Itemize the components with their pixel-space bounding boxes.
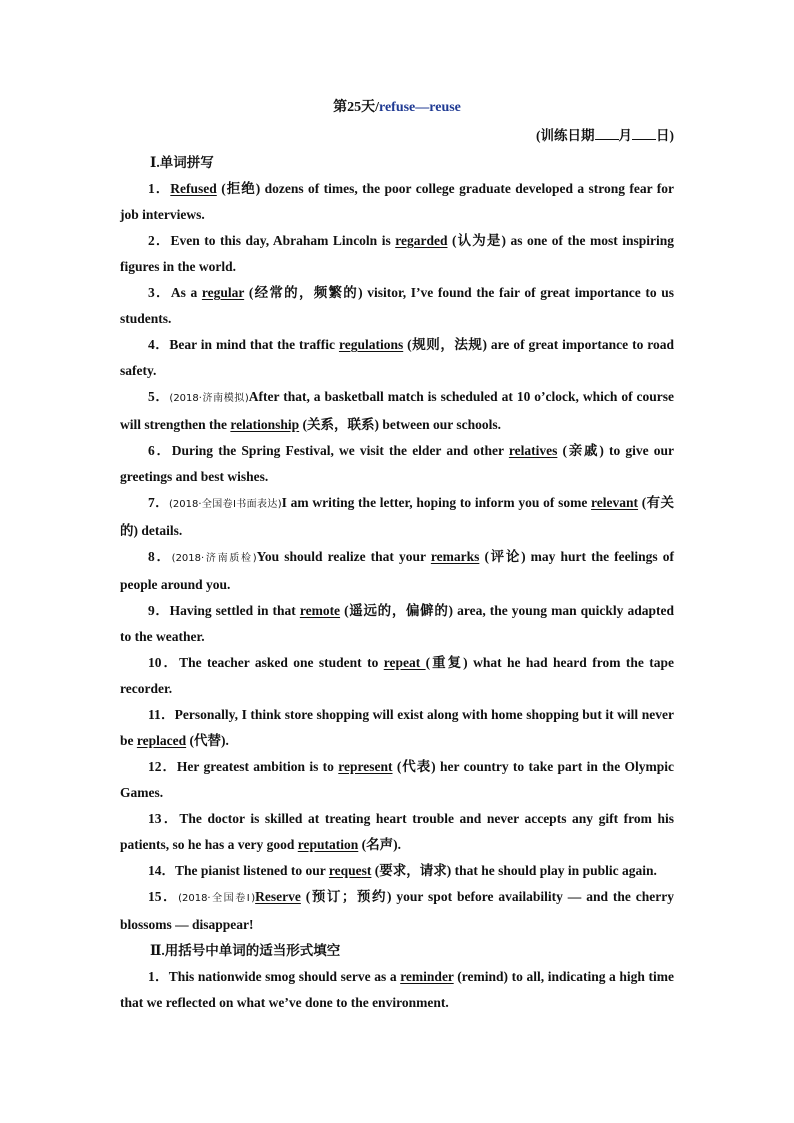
item-answer: Reserve: [255, 889, 301, 904]
item-text-after: (评论) may hurt the feelings of people around you.: [120, 549, 674, 592]
item-text-before: Personally, I think store shopping will exist along with home shopping but it will never be: [120, 707, 674, 748]
item-text-before: Bear in mind that the traffic: [169, 337, 339, 352]
item-answer: regarded: [395, 233, 448, 248]
item-number: 5．: [148, 389, 170, 404]
exercise-item: [120, 332, 674, 384]
exercise-content: [120, 150, 674, 1016]
date-month-label: 月: [618, 128, 632, 143]
item-text-before: The doctor is skilled at treating heart trouble and never accepts any gift from his patients, so he has a very good: [120, 811, 675, 852]
item-number: 10．: [148, 655, 180, 670]
exercise-item: [120, 228, 674, 280]
exercise-item: [120, 702, 674, 754]
item-text-before: The teacher asked one student to: [179, 655, 384, 670]
item-answer: remote: [299, 603, 341, 618]
date-day-label: 日): [656, 128, 674, 143]
exercise-item: [120, 598, 674, 650]
exercise-item: [120, 884, 674, 938]
item-answer: relatives: [508, 443, 558, 458]
item-text-before: You should realize that your: [256, 549, 431, 564]
item-text-before: This nationwide smog should serve as a: [168, 969, 401, 984]
exercise-item: [120, 858, 674, 884]
item-text-after: (遥远的，偏僻的) area, the young man quickly adapted to the weather.: [120, 603, 674, 644]
item-answer: relationship: [230, 417, 300, 432]
item-number: 4．: [148, 337, 170, 352]
exercise-item: [120, 490, 674, 544]
exercise-item: [120, 806, 674, 858]
item-number: 11．: [148, 707, 175, 722]
item-text-before: During the Spring Festival, we visit the elder and other: [171, 443, 509, 458]
month-blank[interactable]: [595, 127, 619, 140]
item-number: 8．: [148, 549, 172, 564]
item-text-after: (拒绝) dozens of times, the poor college graduate developed a strong fear for job interviews.: [120, 181, 675, 222]
item-answer: regulations: [338, 337, 404, 352]
item-text-after: (有关的) details.: [120, 495, 674, 538]
item-text-before: The pianist listened to our: [175, 863, 329, 878]
item-answer: repeat: [383, 655, 426, 670]
exercise-item: [120, 384, 674, 438]
item-text-before: Having settled in that: [169, 603, 300, 618]
item-text-before: I am writing the letter, hoping to inform you of some: [281, 495, 592, 510]
item-text-after: (remind) to all, indicating a high time that we reflected on what we’ve done to the environment.: [120, 969, 675, 1010]
item-answer: regular: [201, 285, 245, 300]
item-text-after: (重复) what he had heard from the tape recorder.: [120, 655, 674, 696]
exercise-item: [120, 544, 674, 598]
item-text-after: (代替).: [186, 733, 229, 748]
date-prefix: (训练日期: [536, 128, 595, 143]
item-number: 7．: [148, 495, 169, 510]
item-text-after: (代表) her country to take part in the Olympic Games.: [120, 759, 675, 800]
item-text-after: (规则，法规) are of great importance to road safety.: [120, 337, 675, 378]
item-number: 2．: [148, 233, 171, 248]
item-number: 15．: [148, 889, 179, 904]
item-number: 1．: [148, 181, 171, 196]
page-title: [0, 96, 794, 116]
item-number: 14．: [148, 863, 175, 878]
section-2-heading: Ⅱ.用括号中单词的适当形式填空: [150, 943, 341, 958]
exercise-item: [120, 280, 674, 332]
exercise-item: [120, 650, 674, 702]
item-answer: represent: [338, 759, 393, 774]
item-source: (2018·全国卷Ⅰ): [178, 893, 256, 904]
item-answer: reputation: [297, 837, 359, 852]
item-source: (2018·济南模拟): [169, 393, 249, 404]
item-source: (2018·全国卷Ⅰ书面表达): [168, 499, 282, 510]
exercise-item: [120, 176, 674, 228]
training-date-line: [536, 124, 674, 144]
item-number: 6．: [148, 443, 172, 458]
item-answer: request: [328, 863, 372, 878]
item-text-after: (预订；预约) your spot before availability — and the cherry blossoms — disappear!: [120, 889, 674, 932]
section-1-heading: Ⅰ.单词拼写: [150, 155, 214, 170]
title-topic: refuse—reuse: [378, 100, 461, 115]
item-answer: replaced: [136, 733, 187, 748]
item-text-after: (亲戚) to give our greetings and best wishes.: [120, 443, 675, 484]
item-answer: relevant: [591, 495, 639, 510]
item-text-after: (认为是) as one of the most inspiring figures in the world.: [120, 233, 674, 274]
item-text-before: As a: [170, 285, 202, 300]
item-text-after: (名声).: [358, 837, 402, 852]
exercise-item: [120, 964, 674, 1016]
item-answer: Refused: [170, 181, 217, 196]
day-blank[interactable]: [632, 127, 656, 140]
exercise-item: [120, 754, 674, 806]
item-text-before: Her greatest ambition is to: [176, 759, 339, 774]
item-number: 13．: [148, 811, 180, 826]
item-answer: remarks: [430, 549, 480, 564]
item-number: 9．: [148, 603, 170, 618]
item-text-after: (要求，请求) that he should play in public again.: [371, 863, 657, 878]
item-number: 3．: [148, 285, 171, 300]
item-text-after: (经常的，频繁的) visitor, I’ve found the fair of great importance to us students.: [120, 285, 675, 326]
item-answer: reminder: [400, 969, 454, 984]
item-text-before: Even to this day, Abraham Lincoln is: [170, 233, 396, 248]
exercise-item: [120, 438, 674, 490]
item-number: 12．: [148, 759, 177, 774]
section-2-items: [120, 964, 674, 1016]
title-prefix: 第25天/: [333, 100, 379, 115]
item-number: 1．: [148, 969, 169, 984]
item-source: (2018·济南质检): [171, 553, 257, 564]
item-text-after: (关系，联系) between our schools.: [299, 417, 502, 432]
section-1-items: [120, 176, 674, 938]
item-text-before: After that, a basketball match is scheduled at 10 o’clock, which of course will strengthen the: [120, 389, 675, 432]
